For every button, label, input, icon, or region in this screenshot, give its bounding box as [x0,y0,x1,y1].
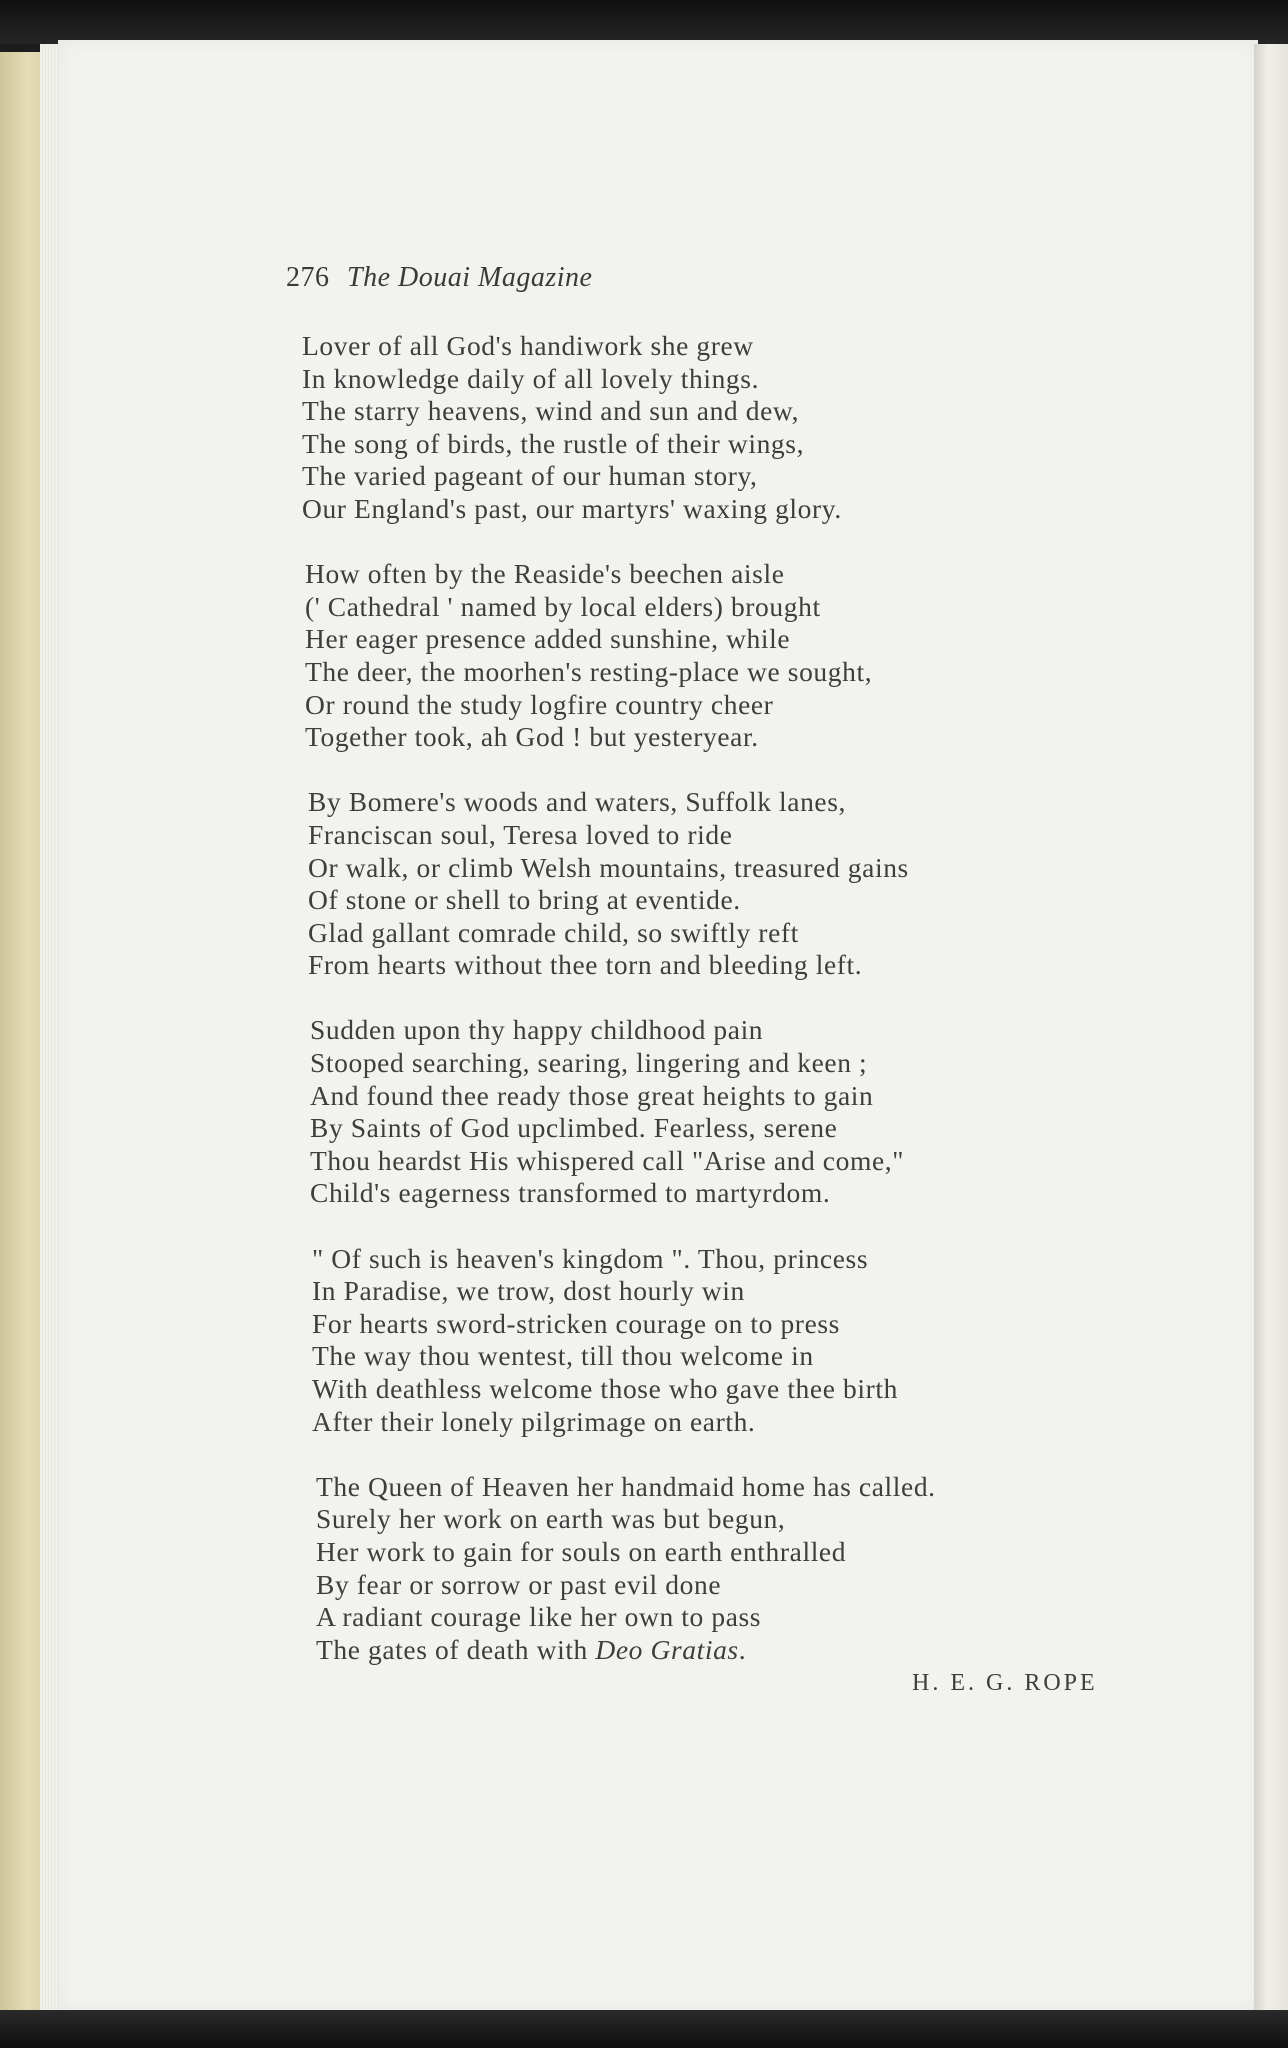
poem-line: Her work to gain for souls on earth enthralled [316,1535,847,1567]
poem-line: (' Cathedral ' named by local elders) brought [305,590,821,622]
poem-line: For hearts sword-stricken courage on to press [312,1307,840,1339]
poem-line: Child's eagerness transformed to martyrdom. [310,1177,831,1209]
poem-line: How often by the Reaside's beechen aisle [305,558,785,590]
page-number: 276 [286,262,330,293]
poem-line: From hearts without thee torn and bleeding left. [308,949,863,981]
poem-line: Of stone or shell to bring at eventide. [308,884,741,916]
stanza-3 [302,786,1122,982]
line-text: The gates of death with [316,1633,596,1665]
poem-line: Her eager presence added sunshine, while [305,623,791,655]
poem-line: With deathless welcome those who gave thee birth [312,1373,898,1404]
poem [302,330,1122,1699]
poem-line: The starry heavens, wind and sun and dew, [302,395,800,427]
poem-line: A radiant courage like her own to pass [316,1601,762,1633]
binding-bottom-edge [0,2010,1288,2048]
right-page-edge [1254,44,1288,2014]
poem-line: After their lonely pilgrimage on earth. [312,1405,756,1437]
poem-line: In Paradise, we trow, dost hourly win [312,1275,745,1307]
poem-line: Sudden upon thy happy childhood pain [310,1014,764,1046]
stanza-2 [302,558,1122,754]
poem-line: By Saints of God upclimbed. Fearless, serene [310,1112,838,1144]
poem-line: Together took, ah God ! but yesteryear. [305,721,759,753]
binding-top-edge [0,0,1288,44]
poem-line: Stooped searching, searing, lingering and keen ; [310,1047,868,1079]
page-header [286,262,592,294]
poem-line: Glad gallant comrade child, so swiftly reft [308,916,799,948]
poem-line: Or round the study logfire country cheer [305,688,774,720]
author-signature: H. E. G. ROPE [912,1670,1098,1696]
line-italic-phrase: Deo Gratias [595,1633,739,1665]
poem-line: The deer, the moorhen's resting-place we sought, [305,655,873,687]
stanza-4 [302,1014,1122,1210]
poem-line: Or walk, or climb Welsh mountains, treasured gains [308,851,909,883]
line-punctuation: . [738,1633,747,1665]
stanza-5 [302,1243,1122,1439]
running-title: The Douai Magazine [347,262,593,293]
stanza-6 [302,1471,1122,1667]
poem-line: Surely her work on earth was but begun, [316,1503,786,1535]
poem-line-last [316,1634,1122,1667]
poem-line: The varied pageant of our human story, [302,460,758,492]
poem-line: Lover of all God's handiwork she grew [302,330,754,361]
poem-line: By Bomere's woods and waters, Suffolk lanes, [308,786,846,818]
poem-line: Our England's past, our martyrs' waxing glory. [302,492,842,524]
poem-line: The Queen of Heaven her handmaid home has called. [316,1470,936,1502]
poem-line: By fear or sorrow or past evil done [316,1568,722,1600]
poem-line: Franciscan soul, Teresa loved to ride [308,818,733,850]
stanza-1 [302,330,1122,526]
poem-line: " Of such is heaven's kingdom ". Thou, princess [312,1242,869,1274]
poem-line: The way thou wentest, till thou welcome in [312,1340,814,1372]
poem-line: And found thee ready those great heights to gain [310,1079,874,1111]
poem-line: Thou heardst His whispered call "Arise and come," [310,1144,905,1176]
poem-line: In knowledge daily of all lovely things. [302,362,760,394]
poem-line: The song of birds, the rustle of their wings, [302,427,805,459]
